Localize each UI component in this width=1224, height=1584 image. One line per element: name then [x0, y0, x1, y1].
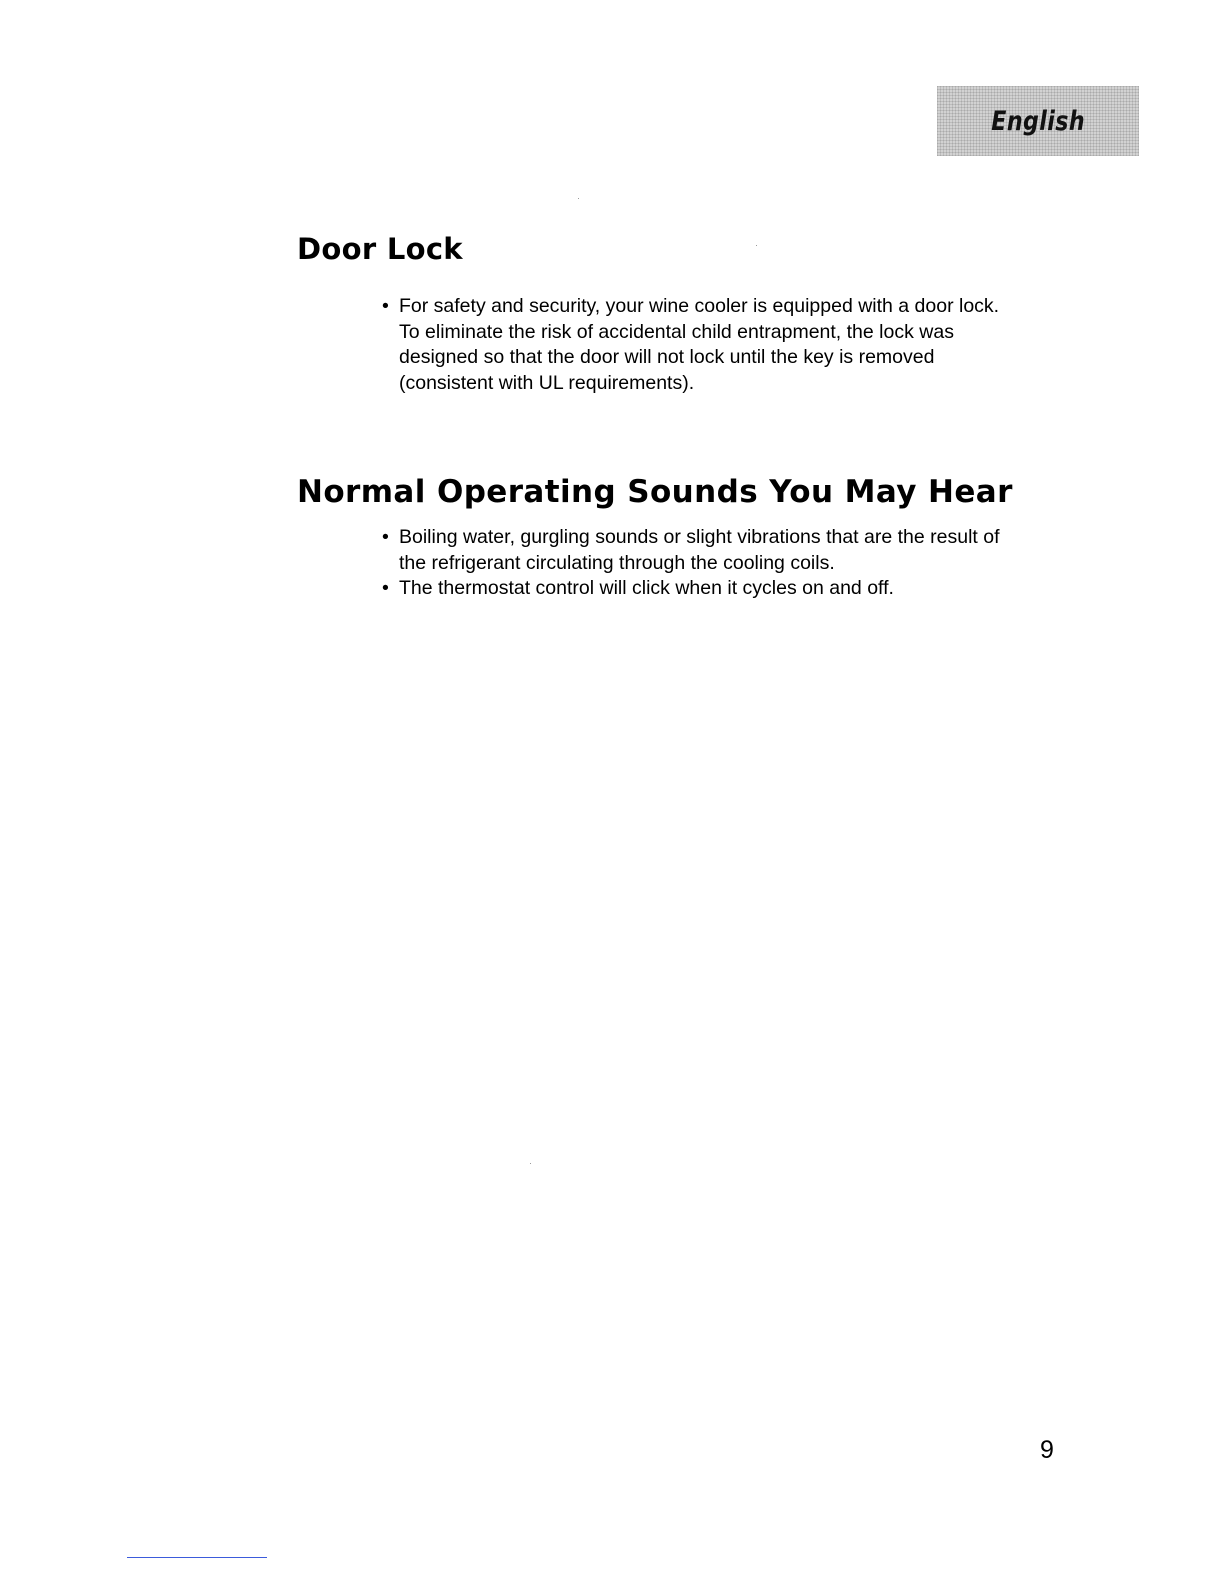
list-item — [382, 576, 1042, 602]
language-tab — [937, 86, 1139, 156]
section-title-operating-sounds: Normal Operating Sounds You May Hear — [297, 474, 1013, 510]
list-item-line: For safety and security, your wine cooler is equipped with a door lock. — [399, 295, 1000, 317]
list-item-line: The thermostat control will click when it cycles on and off. — [399, 577, 894, 599]
footer-rule — [127, 1557, 267, 1558]
operating-sounds-list — [382, 525, 1042, 602]
language-tab-label: English — [991, 105, 1085, 137]
bullet-icon: • — [382, 526, 389, 548]
list-item-line: To eliminate the risk of accidental child entrapment, the lock was — [399, 320, 954, 343]
list-item-line: Boiling water, gurgling sounds or slight vibrations that are the result of — [399, 526, 1000, 548]
scan-speck — [578, 198, 579, 199]
bullet-icon: • — [382, 295, 389, 317]
list-item-line: (consistent with UL requirements). — [399, 371, 695, 394]
list-item — [382, 525, 1042, 576]
list-item — [382, 294, 1042, 396]
page-number: 9 — [1040, 1436, 1054, 1464]
scan-speck — [530, 1163, 531, 1164]
scan-speck — [756, 245, 757, 246]
door-lock-list — [382, 294, 1042, 396]
section-title-door-lock: Door Lock — [297, 232, 463, 266]
bullet-icon: • — [382, 577, 389, 599]
list-item-line: the refrigerant circulating through the cooling coils. — [399, 551, 835, 574]
list-item-line: designed so that the door will not lock until the key is removed — [399, 346, 935, 368]
